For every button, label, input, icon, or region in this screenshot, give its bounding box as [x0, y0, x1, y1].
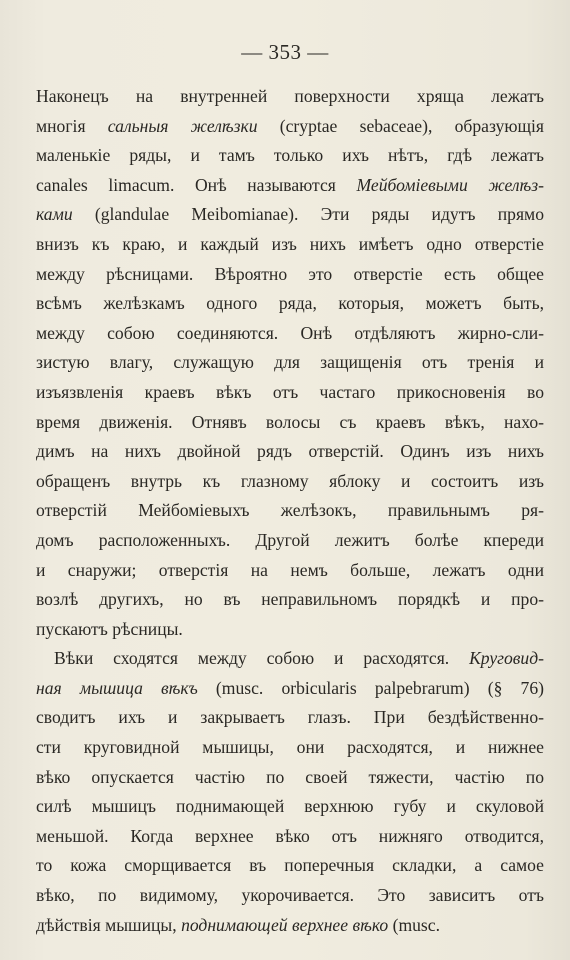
text-line: [36, 615, 544, 645]
text-line: [36, 230, 544, 260]
text-line: [36, 467, 544, 497]
text-line: [36, 703, 544, 733]
text-run: отверстій Мейбоміевыхъ желѣзокъ, правильнымъ ря-: [36, 500, 544, 521]
italic-term: поднимающей верхнее вѣко: [181, 914, 389, 935]
text-run: Наконецъ на внутренней поверхности хряща лежатъ: [36, 86, 544, 106]
text-run: между рѣсницами. Вѣроятно это отверстіе есть общее: [36, 263, 544, 284]
text-run: то кожа сморщивается въ поперечныя складки, а самое: [36, 855, 544, 876]
text-line: [36, 556, 544, 586]
italic-term: ная мышица вѣкъ: [36, 677, 198, 698]
text-line: [36, 585, 544, 615]
text-run: сти круговидной мышицы, они расходятся, и нижнее: [36, 737, 544, 758]
text-line: [36, 408, 544, 438]
text-line: [36, 437, 544, 467]
text-line: [36, 496, 544, 526]
text-run: изъязвленія краевъ вѣкъ отъ частаго прикосновенія во: [36, 381, 544, 402]
text-run: (glandulae Meibomianae). Эти ряды идутъ прямо: [72, 204, 544, 225]
text-run: (musc. orbicularis palpebrarum) (§ 76): [197, 677, 544, 698]
text-line: [36, 526, 544, 556]
italic-term: Круговид-: [469, 648, 544, 669]
text-run: возлѣ другихъ, но въ неправильномъ порядкѣ и про-: [36, 589, 544, 610]
text-line: [36, 763, 544, 793]
italic-term: сальныя желѣзки: [107, 115, 258, 136]
body-text: [36, 82, 544, 940]
text-line: [36, 822, 544, 852]
text-run: обращенъ внутрь къ глазному яблоку и состоитъ изъ: [36, 470, 544, 491]
page-number: — 353 —: [241, 40, 329, 64]
text-line: [36, 733, 544, 763]
text-run: многія: [36, 115, 108, 136]
text-run: силѣ мышицъ поднимающей верхнюю губу и скуловой: [36, 796, 544, 817]
text-run: дѣйствія мышицы,: [36, 914, 182, 935]
text-run: и снаружи; отверстія на немъ больше, лежатъ одни: [36, 559, 544, 580]
text-run: маленькіе ряды, и тамъ только ихъ нѣтъ, гдѣ лежатъ: [36, 145, 544, 166]
text-run: (musc.: [388, 914, 440, 935]
text-line: [36, 141, 544, 171]
text-run: меньшой. Когда верхнее вѣко отъ нижняго отводится,: [36, 825, 544, 846]
italic-term: Мейбоміевыми желѣз-: [356, 174, 544, 195]
text-line: [36, 200, 544, 230]
text-line: [36, 674, 544, 704]
italic-term: ками: [36, 204, 73, 225]
text-run: (cryptae sebaceae), образующія: [257, 115, 544, 136]
text-line: [36, 319, 544, 349]
text-run: между собою соединяются. Онѣ отдѣляютъ жирно-сли-: [36, 322, 544, 343]
text-run: домъ расположенныхъ. Другой лежитъ болѣе кпереди: [36, 529, 544, 550]
text-line: [36, 911, 544, 941]
text-line: [36, 378, 544, 408]
text-line: [36, 289, 544, 319]
text-line: [36, 792, 544, 822]
text-line: [36, 171, 544, 201]
text-run: вѣко опускается частію по своей тяжести, частію по: [36, 766, 544, 787]
text-line: [36, 348, 544, 378]
text-run: canales limacum. Онѣ называются: [36, 174, 357, 195]
text-run: внизъ къ краю, и каждый изъ нихъ имѣетъ одно отверстіе: [36, 233, 544, 254]
text-line: [36, 881, 544, 911]
text-run: пускаютъ рѣсницы.: [36, 618, 183, 639]
text-run: Вѣки сходятся между собою и расходятся.: [54, 648, 470, 669]
text-run: сводитъ ихъ и закрываетъ глазъ. При бездѣйственно-: [36, 707, 544, 728]
text-run: вѣко, по видимому, укорочивается. Это зависитъ отъ: [36, 885, 544, 906]
paragraph: [36, 82, 544, 644]
text-line: [36, 644, 544, 674]
text-run: время движенія. Отнявъ волосы съ краевъ вѣкъ, нахо-: [36, 411, 544, 432]
text-line: [36, 112, 544, 142]
text-line: [36, 851, 544, 881]
text-line: [36, 82, 544, 112]
text-run: димъ на нихъ двойной рядъ отверстій. Одинъ изъ нихъ: [36, 441, 544, 462]
text-run: всѣмъ желѣзкамъ одного ряда, которыя, можетъ быть,: [36, 293, 544, 314]
text-line: [36, 260, 544, 290]
text-run: зистую влагу, служащую для защищенія отъ тренія и: [36, 352, 544, 373]
paragraph: [36, 644, 544, 940]
